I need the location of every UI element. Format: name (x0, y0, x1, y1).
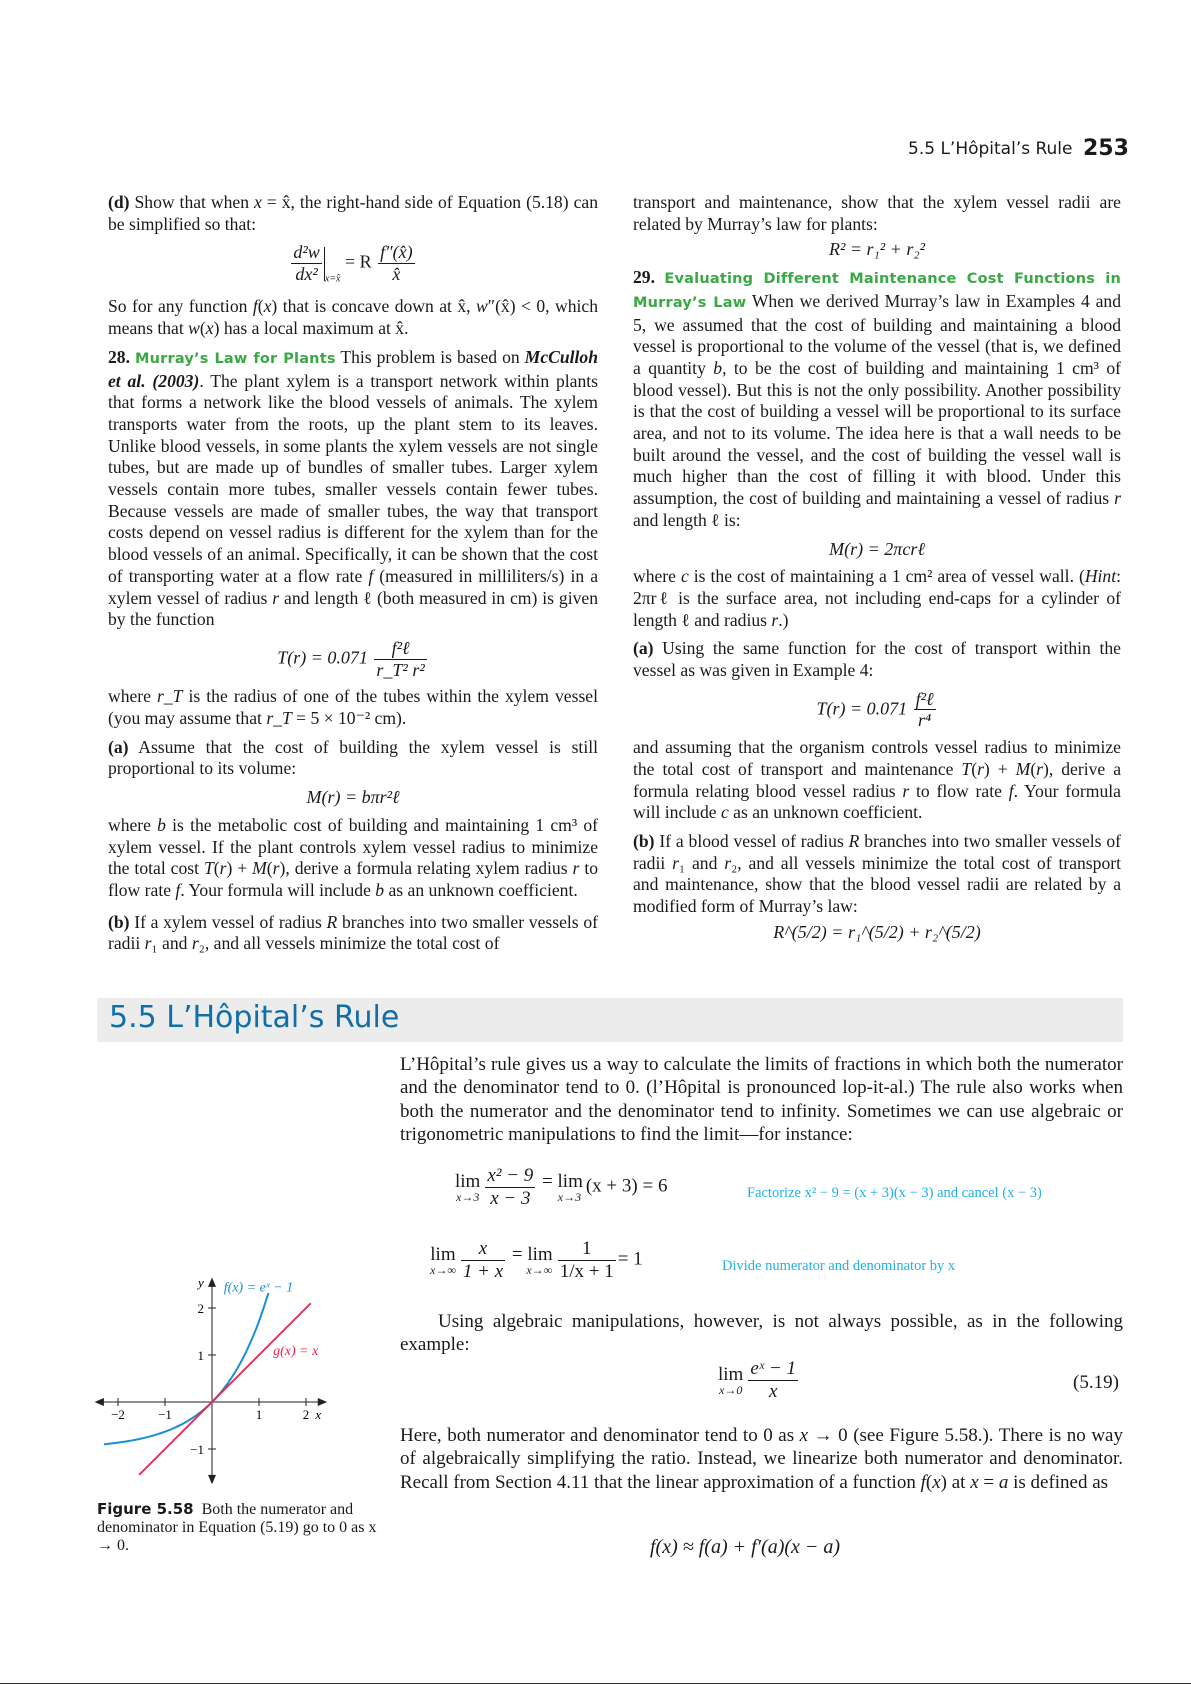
y-axis-label: y (198, 1274, 204, 1290)
x-axis-label: x (315, 1407, 322, 1422)
equation-murray-plants: R² = r₁² + r₂² (828, 239, 925, 260)
text-segment: ( (257, 296, 264, 317)
text-segment: R (326, 911, 338, 932)
g-label: g(x) = x (273, 1344, 319, 1359)
equation-number: (5.19) (1073, 1372, 1119, 1393)
equation-5-19 (718, 1358, 800, 1403)
x-tick-label: −1 (158, 1407, 172, 1422)
text-segment: r (771, 609, 779, 630)
text-segment: , to be the cost of building and maintaining 1 cm³ of blood vessel). But this is not the only possibility. Another possibility is that the cost of building a vessel will be proportional to its surface area, and not to its volume. The idea here is that a wall needs to be built around the vessel, and the cost of building the vessel wall is much higher than the cost of filling it with blood. Under this assumption, the cost of building and maintaining a vessel of radius (633, 357, 1121, 509)
y-tick-label: 2 (197, 1301, 204, 1316)
text-segment: ) + (983, 758, 1016, 779)
text-segment: M (1015, 758, 1031, 779)
text-segment: r (1036, 758, 1044, 779)
text-segment: f (252, 296, 258, 317)
section-title: 5.5 L’Hôpital’s Rule (109, 1000, 400, 1035)
text-segment: M (252, 858, 267, 879)
text-segment: = x̂, the right-hand side of Equation (5.18) can be simplified so that: (108, 192, 598, 234)
equation-d (108, 242, 598, 290)
here-text (400, 1424, 1123, 1494)
using-paragraph (400, 1310, 1123, 1357)
text-segment: Using algebraic manipulations, however, is not always possible, as in the following example: (400, 1311, 1123, 1356)
text-segment: b (375, 879, 385, 900)
text-segment: to flow rate (909, 780, 1009, 801)
text-segment: is the cost of maintaining a 1 cm² area of vessel wall. ( (688, 566, 1085, 587)
result: = 1 (617, 1248, 643, 1270)
cost-c-paragraph (633, 566, 1121, 631)
text-segment: ), derive a formula relating blood vessel radius (633, 758, 1122, 801)
text-segment: x (263, 296, 272, 317)
eq-numerator: f²ℓ (374, 638, 426, 660)
eq-denominator: r⁴ (917, 710, 932, 731)
equation-modified-murray: R^(5/2) = r₁^(5/2) + r₂^(5/2) (773, 921, 981, 942)
x-tick-label: 1 (255, 1407, 263, 1422)
page-number: 253 (1083, 136, 1129, 161)
text-segment: 29. (633, 267, 655, 288)
eq-lhs: T(r) = 0.071 (816, 698, 908, 719)
text-segment: Here, both numerator and denominator tend to 0 as (400, 1425, 800, 1446)
text-segment: as an unknown coefficient. (384, 879, 578, 900)
text-segment: f (368, 565, 374, 586)
text-segment: r (672, 852, 679, 873)
text-segment: x (970, 1471, 979, 1493)
numerator: eˣ − 1 (750, 1358, 796, 1379)
equals-r: = R (344, 251, 372, 272)
text-segment: w (188, 318, 200, 339)
running-header: 5.5 L’Hôpital’s Rule (908, 139, 1073, 159)
text-segment: Assume that the cost of building the xylem vessel is still proportional to its volume: (108, 736, 598, 779)
lim: = lim (511, 1243, 553, 1265)
text-segment: (a) (633, 638, 654, 659)
text-segment: ) has a local maximum at x̂. (213, 318, 409, 339)
evaluation-point: x=x̂ (324, 273, 341, 285)
text-segment: to flow rate (108, 858, 599, 900)
text-segment: . Your formula will include (180, 879, 376, 900)
assume-paragraph (633, 737, 1121, 824)
text-segment: f (1008, 780, 1014, 801)
text-segment: r_T (266, 708, 292, 729)
text-segment: x (799, 1425, 809, 1446)
g-line (139, 1303, 311, 1475)
text-segment: T (961, 758, 972, 779)
lim-sub: x→∞ (526, 1262, 553, 1277)
exercise-28 (108, 347, 598, 631)
text-segment: So for any function (108, 296, 253, 317)
exercise-28a (108, 737, 598, 780)
text-segment: (d) (108, 192, 130, 212)
text-segment: branches into two smaller vessels of radii (108, 911, 598, 954)
text-segment: where (108, 686, 158, 707)
text-segment: ₂, and all vessels minimize the total cost of transport and maintenance, show that the blood vessel radii are related by a modified form of Murray’s law: (633, 852, 1121, 917)
text-segment: and length ℓ is: (633, 509, 741, 530)
text-segment: is the radius of one of the tubes within the xylem vessel (you may assume that (108, 686, 598, 729)
text-segment: and assuming that the organism controls vessel radius to minimize the total cost of transport and maintenance (633, 737, 1121, 779)
numerator: x² − 9 (487, 1165, 534, 1186)
text-segment: r (272, 858, 280, 879)
rhs-denominator: x̂ (392, 264, 401, 285)
text-segment: r (1114, 488, 1121, 509)
text-segment: Hint (1084, 566, 1117, 587)
text-segment: = 5 × 10⁻² cm). (291, 708, 407, 729)
f-curve (104, 1293, 269, 1444)
y-axis-arrow-down (208, 1475, 216, 1484)
text-segment: . The plant xylem is a transport network within plants that forms a network like the blood vessels of animals. The xylem transports water from the roots, up the plant stem to its leaves. Unlike blood vessels, in some plants the xylem vessels are not single tubes, but are made up of bundles of smaller tubes. Larger xylem vessels contain more tubes, smaller vessels contain fewer tubes. Because vessels are made of smaller tubes, the way that transport costs depend on vessel radius is different for the xylem than for the blood vessels of an animal. Specifically, it can be shown that the cost of transporting water at a flow rate (108, 370, 598, 586)
equation-transport-xylem (108, 638, 598, 680)
text-segment: f (920, 1471, 926, 1493)
text-segment: = (978, 1471, 999, 1493)
text-segment: r (724, 852, 732, 873)
equation-transport-blood (633, 689, 1121, 731)
x-tick-label: −2 (111, 1407, 125, 1422)
numerator: 1 (558, 1238, 616, 1261)
eq-denominator: r_T² r² (376, 659, 425, 680)
eq-numerator: f²ℓ (915, 688, 934, 709)
text-segment: ) at (940, 1471, 971, 1493)
text-segment: ( (199, 318, 206, 339)
equation-volume-cost: M(r) = bπr²ℓ (306, 787, 400, 808)
lim: lim (718, 1363, 744, 1385)
here-paragraph (400, 1424, 1123, 1494)
text-segment: Using the same function for the cost of transport within the vessel as was given in Example 4: (633, 638, 1121, 681)
text-segment: x (254, 192, 262, 212)
text-segment: branches into two smaller vessels of radii (633, 830, 1121, 873)
text-segment: ( (266, 858, 273, 879)
text-segment (655, 267, 664, 287)
text-segment: Show that when (129, 192, 255, 212)
eq-lhs: T(r) = 0.071 (277, 647, 368, 668)
section-header-bar (97, 998, 1123, 1042)
text-segment: (measured in milliliters/s) in a xylem vessel of radius (108, 565, 598, 608)
text-segment: When we derived Murray’s law in Examples 4 and 5, we assumed that the cost of building and maintaining a blood vessel is proportional to the volume of the vessel (that is, we defined a quantity (633, 290, 1121, 378)
text-segment: r (191, 933, 199, 954)
text-segment: r (902, 780, 910, 801)
example-limit-2 (430, 1238, 643, 1283)
exercise-29b (633, 831, 1121, 918)
text-segment: If a blood vessel of radius (654, 830, 849, 851)
text-segment: If a xylem vessel of radius (129, 911, 327, 932)
result: (x + 3) = 6 (585, 1175, 668, 1197)
figure-caption (97, 1500, 387, 1555)
text-segment: c (720, 802, 729, 823)
note-divide: Divide numerator and denominator by x (722, 1258, 956, 1274)
text-segment: f (175, 879, 181, 900)
rhs-numerator: f″(x̂) (380, 242, 413, 263)
lhs-denominator: dx² (295, 264, 318, 285)
page-bottom-rule (0, 1683, 1191, 1684)
metabolic-cost-paragraph (108, 815, 598, 902)
denominator: 1/x + 1 (559, 1260, 614, 1282)
lim-sub: x→∞ (430, 1262, 456, 1277)
exercise-27d (108, 192, 598, 235)
concave-paragraph (108, 296, 598, 339)
figure-label: Figure 5.58 (97, 1500, 194, 1518)
figure-5-58-graph (92, 1268, 342, 1493)
text-segment: is the metabolic cost of building and maintaining 1 cm³ of xylem vessel. If the plant controls xylem vessel radius to minimize the total cost (108, 814, 598, 879)
text-segment: (a) (108, 736, 129, 757)
lim: lim (455, 1170, 481, 1192)
text-segment: ₁ and (678, 852, 725, 873)
text-segment: ₁ and (151, 933, 192, 954)
lim-sub: x→3 (456, 1189, 480, 1204)
lim: lim (430, 1243, 456, 1265)
text-segment: T (203, 858, 214, 879)
text-segment: w (476, 296, 488, 317)
text-segment: r (219, 858, 227, 879)
left-column (108, 192, 598, 962)
y-tick-label: −1 (190, 1442, 204, 1457)
denominator: 1 + x (462, 1260, 504, 1282)
exercise-title: Evaluating Different Maintenance Cost Functions in Murray’s Law (633, 271, 1121, 311)
exercise-title: Murray’s Law for Plants (135, 350, 336, 367)
exercise-28b (108, 912, 598, 955)
x-tick-label: 2 (302, 1407, 310, 1422)
text-segment: (b) (108, 911, 130, 932)
note-factorize: Factorize x² − 9 = (x + 3)(x − 3) and cancel (x − 3) (747, 1185, 1042, 1201)
x-axis-arrow-right (318, 1398, 327, 1406)
using-text (400, 1310, 1123, 1357)
f-label: f(x) = eˣ − 1 (223, 1280, 294, 1296)
text-segment: a (998, 1471, 1009, 1493)
linear-approximation-equation: f(x) ≈ f(a) + f′(a)(x − a) (650, 1536, 841, 1558)
text-segment: 28. (108, 346, 130, 367)
text-segment: b (713, 357, 723, 378)
text-segment: transport and maintenance, show that the xylem vessel radii are related by Murray’s law for plants: (633, 192, 1121, 234)
text-segment: : 2πrℓ is the surface area, not including end-caps for a cylinder of length ℓ and radius (633, 566, 1121, 630)
text-segment: r (977, 758, 984, 779)
y-tick-label: 1 (197, 1348, 204, 1363)
intro-paragraph (400, 1053, 1123, 1147)
text-segment: ) + (226, 858, 253, 879)
lim: = lim (542, 1170, 583, 1192)
text-segment: where (108, 814, 158, 835)
lhs-numerator: d²w (293, 242, 320, 263)
denominator: x − 3 (490, 1187, 531, 1209)
text-segment: is defined as (1008, 1471, 1109, 1493)
text-segment: This problem is based on (335, 346, 525, 367)
text-segment: where (633, 566, 681, 587)
text-segment: r_T (157, 686, 183, 707)
denominator: x (768, 1380, 778, 1402)
equation-surface-cost: M(r) = 2πcrℓ (829, 538, 925, 559)
text-segment: L’Hôpital’s rule gives us a way to calculate the limits of fractions in which both the numerator and the denominator tend to 0. (l’Hôpital is pronounced lop-it-al.) The rule also works when both the numerator and the denominator tend to infinity. Sometimes we can use algebraic or trigonometric manipulations to find the limit—for instance: (400, 1054, 1123, 1146)
text-segment: x (205, 318, 214, 339)
text-segment: r (272, 587, 280, 608)
text-segment: R (848, 830, 860, 851)
numerator: x (461, 1238, 505, 1261)
text-segment: . Your formula will include (633, 780, 1121, 823)
text-segment: ₂, and all vessels minimize the total cost of (198, 933, 500, 954)
exercise-29 (633, 267, 1121, 531)
text-segment: ) that is concave down at x̂, (271, 296, 476, 317)
text-segment: .) (778, 609, 789, 630)
rt-paragraph (108, 686, 598, 729)
text-segment: → 0 (see Figure 5.58.). There is no way of algebraically simplifying the ratio. Instead, we linearize both numerator and denominator. Recall from Section 4.11 that the linear approximation of a function (400, 1425, 1123, 1493)
text-segment: ( (971, 758, 978, 779)
text-segment: c (680, 566, 689, 587)
x-axis-arrow-left (95, 1398, 104, 1406)
text-segment: ( (925, 1471, 933, 1493)
figure-caption-text: Both the numerator and denominator in Equation (5.19) go to 0 as x → 0. (97, 1501, 377, 1554)
text-segment: b (157, 814, 166, 835)
lim-sub: x→3 (557, 1189, 582, 1204)
text-segment: r (144, 933, 152, 954)
text-segment: as an unknown coefficient. (728, 802, 923, 823)
right-column (633, 192, 1121, 949)
continuation-paragraph (633, 192, 1121, 235)
exercise-29a (633, 638, 1121, 681)
text-segment: x (932, 1471, 941, 1493)
text-segment: ″(x̂) < 0, which means that (108, 296, 598, 339)
text-segment: r (572, 858, 580, 879)
example-limit-1 (455, 1165, 667, 1210)
text-segment: ), derive a formula relating xylem radius (279, 858, 573, 879)
text-segment: McCulloh et al. (2003) (108, 346, 599, 391)
text-segment: and length ℓ (both measured in cm) is given by the function (108, 587, 598, 630)
text-segment: (b) (633, 830, 655, 851)
text-segment: ( (1030, 758, 1037, 779)
lim-sub: x→0 (719, 1382, 743, 1397)
section-intro (400, 1053, 1123, 1147)
text-segment: ( (213, 858, 220, 879)
y-axis-arrow-up (208, 1277, 216, 1286)
